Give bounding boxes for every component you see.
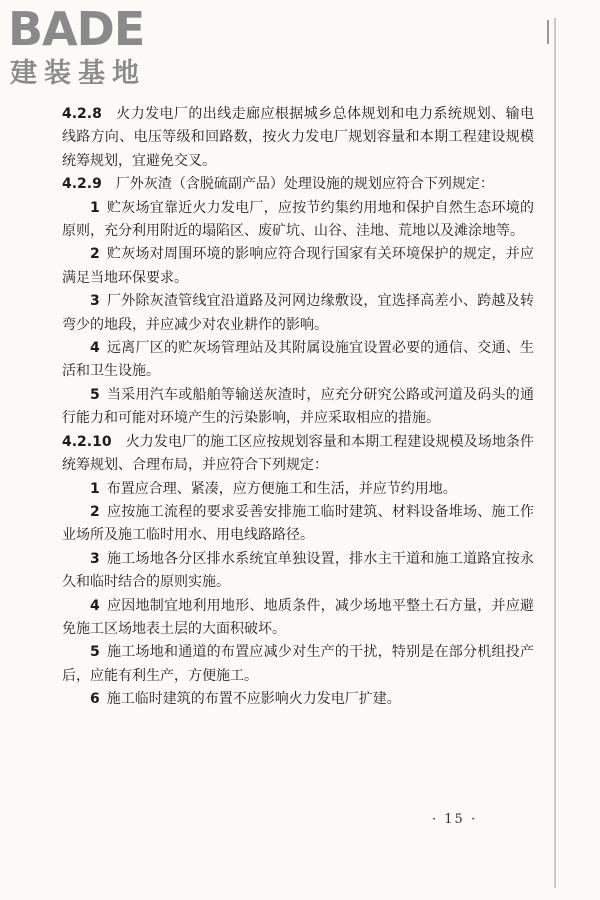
paragraph-text: 施工临时建筑的布置不应影响火力发电厂扩建。 bbox=[106, 691, 401, 708]
list-item bbox=[62, 384, 534, 431]
list-item bbox=[62, 641, 534, 688]
item-number: 1 bbox=[90, 199, 100, 216]
logo-wordmark: BADE bbox=[8, 2, 145, 56]
paragraph-text: 厂外灰渣（含脱硫副产品）处理设施的规划应符合下列规定： bbox=[115, 176, 494, 193]
paragraph-text: 应因地制宜地利用地形、地质条件，减少场地平整土石方量，并应避免施工区场地表土层的大面积破坏。 bbox=[62, 597, 534, 637]
item-number: 3 bbox=[90, 550, 100, 567]
list-item bbox=[62, 243, 534, 290]
list-item bbox=[62, 595, 534, 642]
paragraph-text: 贮灰场对周围环境的影响应符合现行国家有关环境保护的规定，并应满足当地环保要求。 bbox=[62, 246, 534, 286]
clause-number: 4.2.8 bbox=[62, 106, 102, 122]
paragraph-text: 火力发电厂的施工区应按规划容量和本期工程建设规模及场地条件统筹规划、合理布局，并应符合下列规定： bbox=[62, 433, 534, 474]
item-number: 5 bbox=[90, 386, 100, 403]
document-body bbox=[62, 103, 534, 712]
list-item bbox=[62, 688, 534, 711]
clause-number: 4.2.10 bbox=[62, 433, 112, 450]
paragraph-text: 布置应合理、紧凑，应方便施工和生活，并应节约用地。 bbox=[106, 480, 457, 497]
item-number: 3 bbox=[90, 293, 100, 310]
item-number: 1 bbox=[90, 480, 100, 497]
logo-subtitle: 建装基地 bbox=[10, 58, 146, 89]
clause-paragraph bbox=[62, 173, 534, 196]
clause-number: 4.2.9 bbox=[62, 176, 102, 193]
page-number: · 15 · bbox=[432, 812, 478, 827]
item-number: 4 bbox=[90, 597, 100, 614]
list-item bbox=[62, 548, 534, 595]
clause-paragraph bbox=[62, 431, 534, 478]
list-item bbox=[62, 197, 534, 244]
list-item bbox=[62, 337, 534, 384]
paragraph-text: 施工场地和通道的布置应减少对生产的干扰，特别是在部分机组投产后，应能有利生产，方便施工。 bbox=[62, 644, 534, 684]
paragraph-text: 贮灰场宜靠近火力发电厂，应按节约集约用地和保护自然生态环境的原则，充分利用附近的塌陷区、废矿坑、山谷、洼地、荒地以及滩涂地等。 bbox=[62, 199, 534, 240]
list-item bbox=[62, 501, 534, 548]
list-item bbox=[62, 290, 534, 337]
paragraph-text: 应按施工流程的要求妥善安排施工临时建筑、材料设备堆场、施工作业场所及施工临时用水、用电线路路径。 bbox=[62, 503, 534, 544]
item-number: 6 bbox=[90, 691, 100, 708]
item-number: 4 bbox=[90, 340, 100, 357]
item-number: 5 bbox=[90, 644, 100, 661]
page-edge-tick bbox=[547, 20, 549, 44]
item-number: 2 bbox=[90, 246, 100, 263]
clause-paragraph bbox=[62, 103, 534, 173]
paragraph-text: 厂外除灰渣管线宜沿道路及河网边缘敷设，宜选择高差小、跨越及转弯少的地段，并应减少对农业耕作的影响。 bbox=[62, 293, 534, 333]
list-item bbox=[62, 478, 534, 501]
bade-logo bbox=[8, 4, 178, 94]
paragraph-text: 火力发电厂的出线走廊应根据城乡总体规划和电力系统规划、输电线路方向、电压等级和回路数，按火力发电厂规划容量和本期工程建设规模统筹规划，宜避免交叉。 bbox=[62, 106, 534, 169]
paragraph-text: 当采用汽车或船舶等输送灰渣时，应充分研究公路或河道及码头的通行能力和可能对环境产生的污染影响，并应采取相应的措施。 bbox=[62, 386, 534, 427]
paragraph-text: 施工场地各分区排水系统宜单独设置，排水主干道和施工道路宜按永久和临时结合的原则实施。 bbox=[62, 550, 534, 591]
item-number: 2 bbox=[90, 503, 100, 520]
page-edge-line bbox=[554, 18, 556, 888]
paragraph-text: 远离厂区的贮灰场管理站及其附属设施宜设置必要的通信、交通、生活和卫生设施。 bbox=[62, 340, 534, 380]
